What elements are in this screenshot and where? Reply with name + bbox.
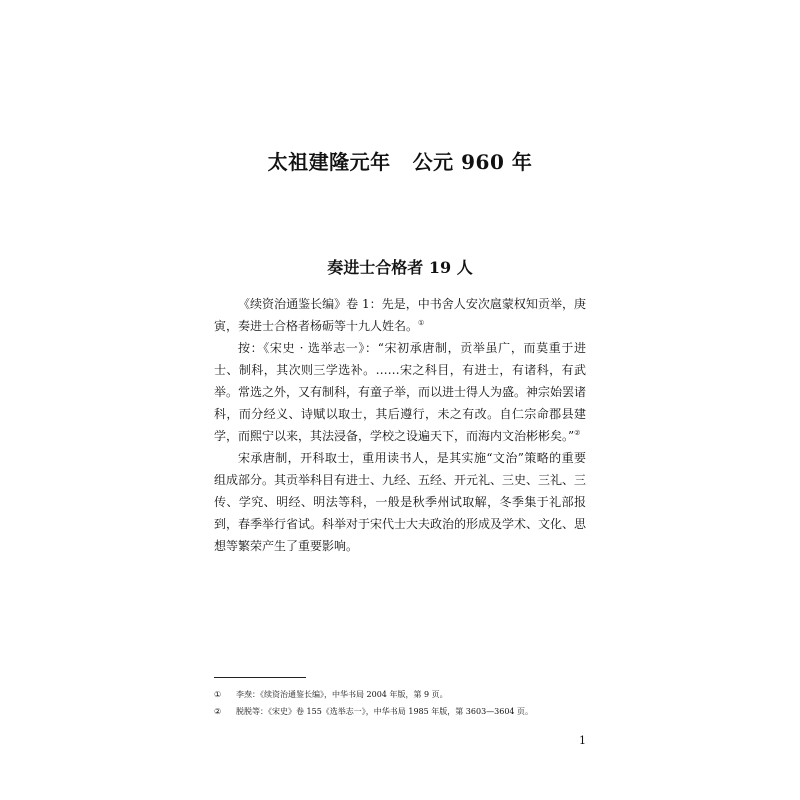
footnote-mark: ① xyxy=(214,690,222,699)
chapter-title-year: 公元 960 年 xyxy=(412,150,533,174)
chapter-title xyxy=(0,146,800,175)
section-title: 奏进士合格者 19 人 xyxy=(327,258,473,277)
paragraph-text: 宋承唐制，开科取士，重用读书人，是其实施“文治”策略的重要组成部分。其贡举科目有进士、九经、五经、开元礼、三史、三礼、三传、学究、明经、明法等科，一般是秋季州试取解，冬季集于礼部报到，春季举行省试。科举对于宋代士大夫政治的形成及学术、文化、思想等繁荣产生了重要影响。 xyxy=(214,451,587,553)
footnote-text: 脱脱等：《宋史》卷 155《选举志一》，中华书局 1985 年版，第 3603—3604 页。 xyxy=(236,707,534,716)
footnote-divider xyxy=(214,677,306,678)
paragraph-text: 按：《宋史 · 选举志一》：“宋初承唐制，贡举虽广，而莫重于进士、制科，其次则三学选补。……宋之科目，有进士，有诸科，有武举。常选之外，又有制科，有童子举，而以进士得人为盛。神宗始罢诸科，而分经义、诗赋以取士，其后遵行，未之有改。自仁宗命郡县建学，而熙宁以来，其法浸备，学校之设遍天下，而海内文治彬彬矣。” xyxy=(214,341,587,443)
body-text xyxy=(214,293,586,557)
footnote-2 xyxy=(214,703,586,720)
page-number: 1 xyxy=(579,734,586,747)
paragraph-3 xyxy=(214,447,586,557)
paragraph-1 xyxy=(214,293,586,337)
paragraph-2 xyxy=(214,337,586,447)
footnote-ref: ② xyxy=(574,429,581,437)
footnote-1 xyxy=(214,686,586,703)
chapter-title-reign: 太祖建隆元年 xyxy=(267,150,391,174)
footnote-mark: ② xyxy=(214,707,222,716)
footnote-text: 李焘：《续资治通鉴长编》，中华书局 2004 年版，第 9 页。 xyxy=(236,690,448,699)
footnotes xyxy=(214,686,586,720)
footnote-ref: ① xyxy=(418,319,425,327)
paragraph-text: 《续资治通鉴长编》卷 1：先是，中书舍人安次扈蒙权知贡举，庚寅，奏进士合格者杨砺等十九人姓名。 xyxy=(214,297,586,333)
